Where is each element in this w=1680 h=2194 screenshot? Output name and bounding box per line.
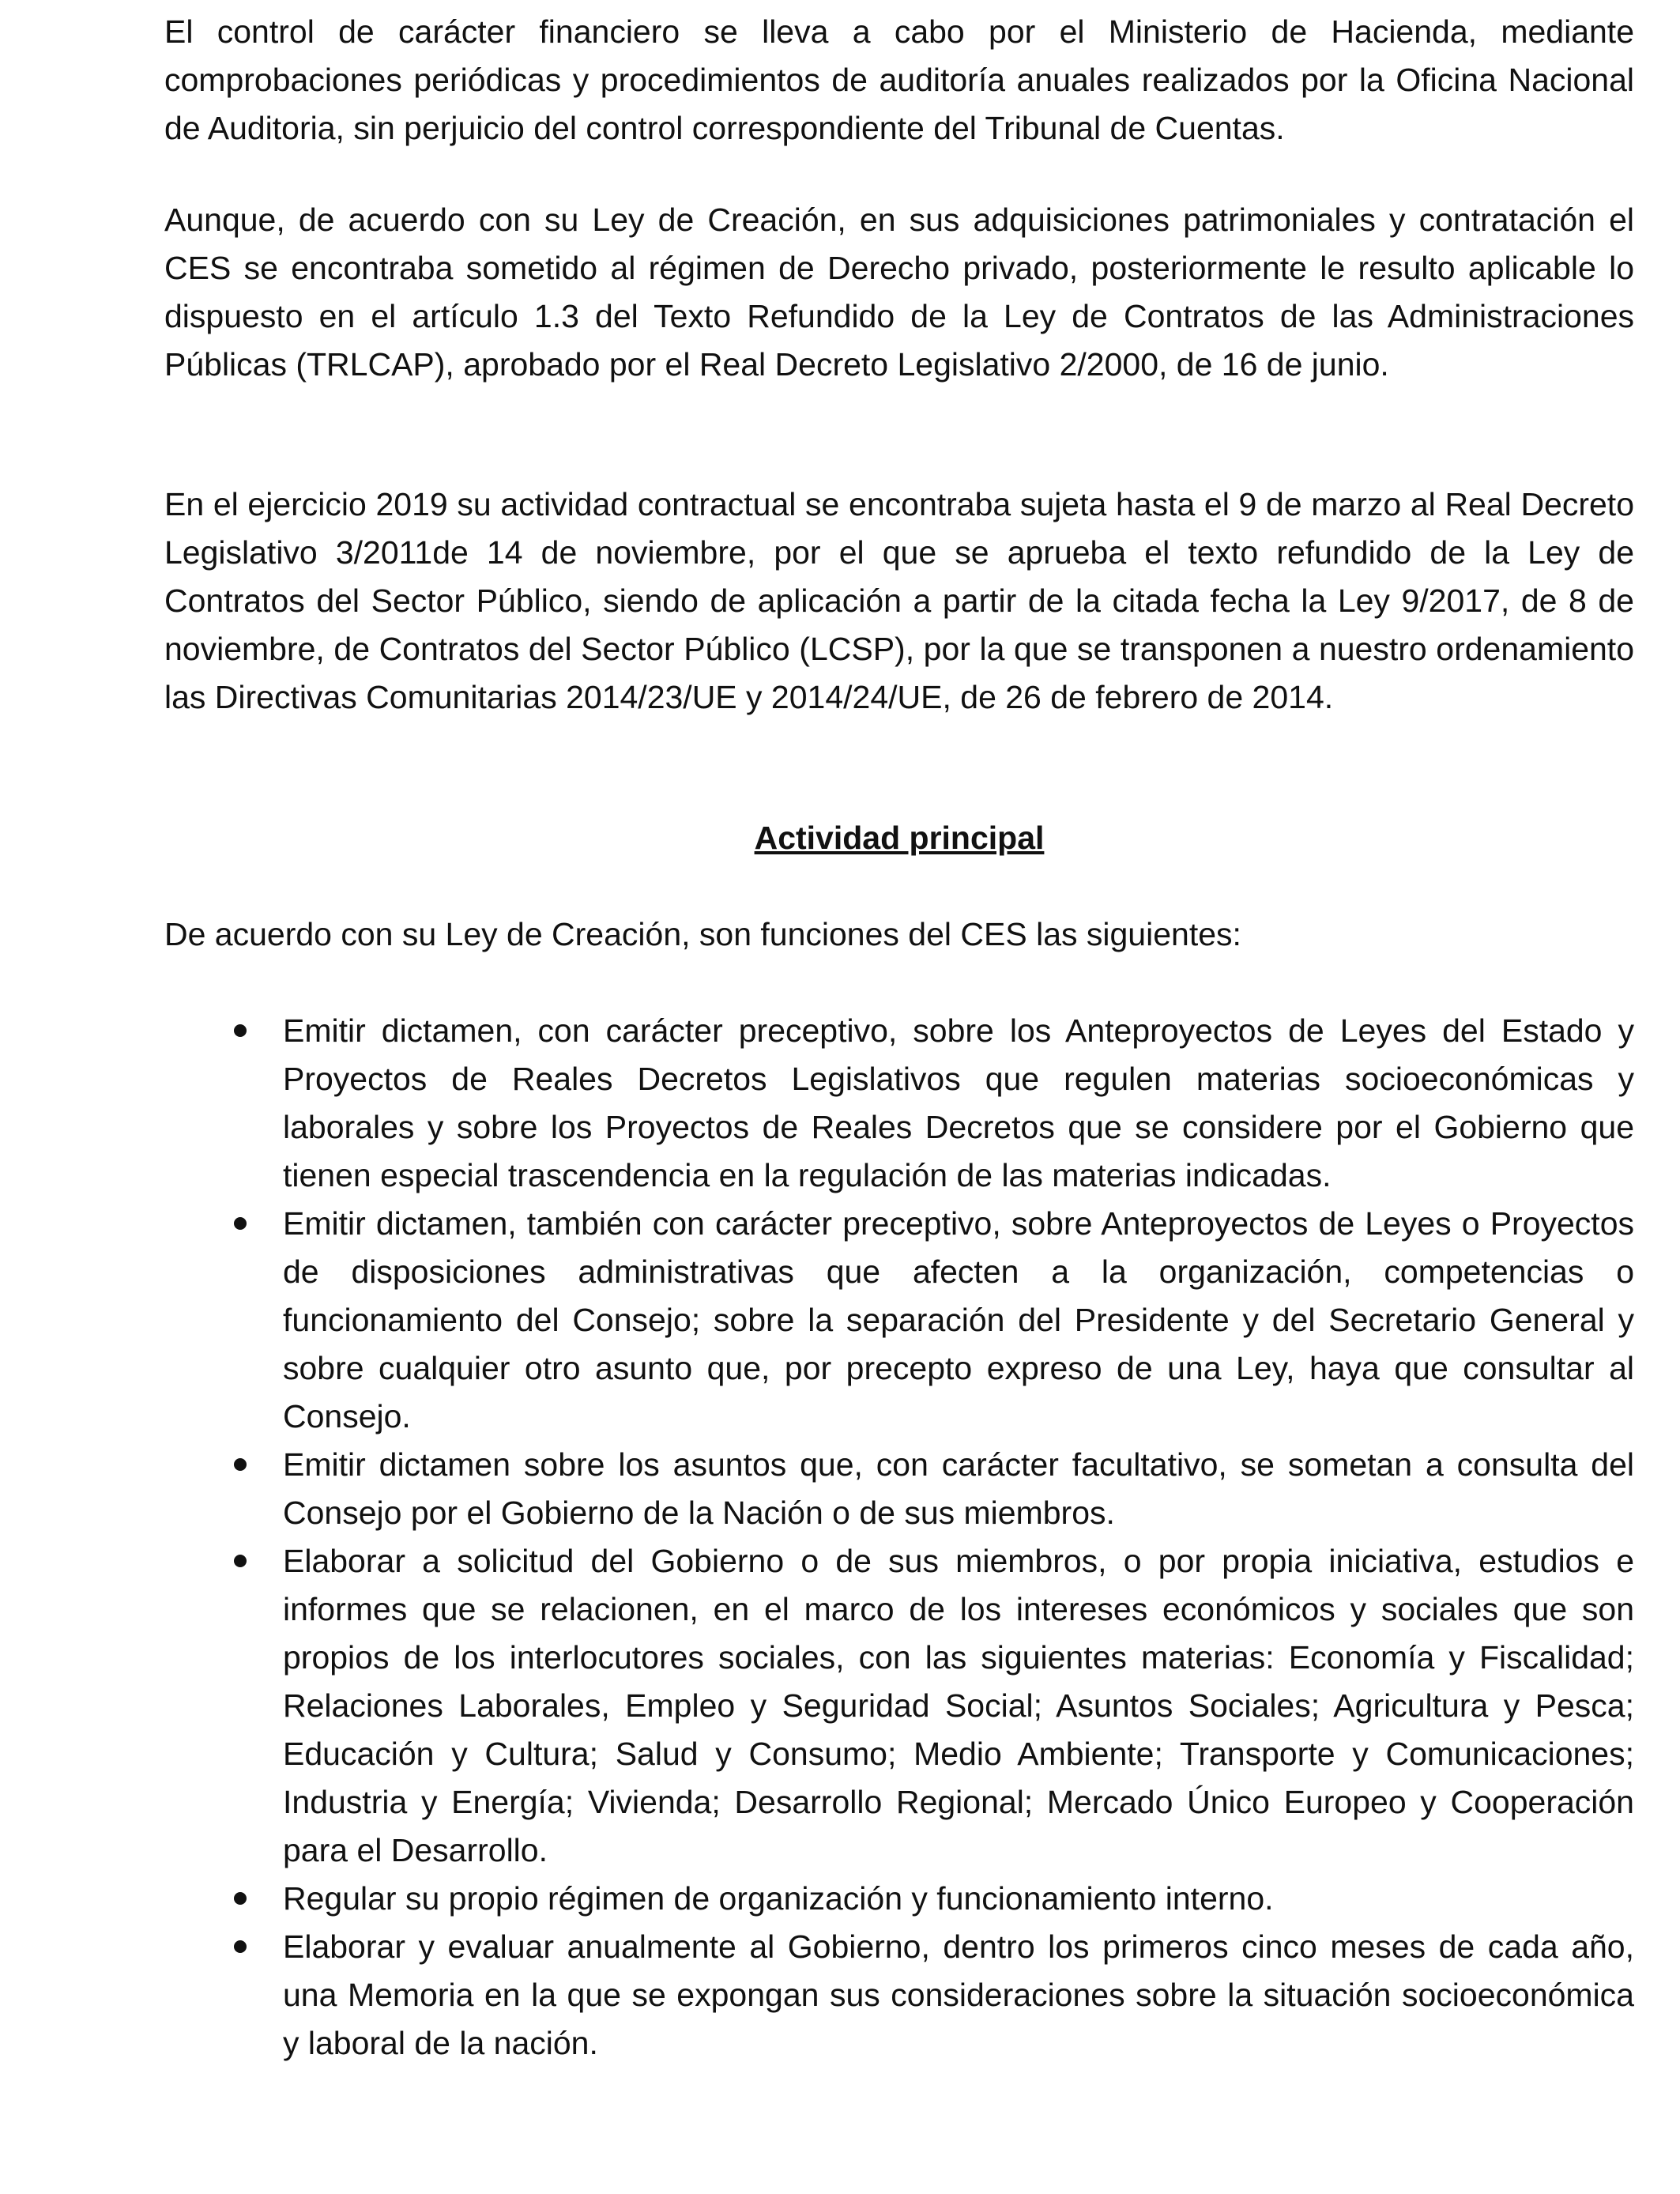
paragraph-2019-contract-activity: En el ejercicio 2019 su actividad contractual se encontraba sujeta hasta el 9 de marzo al Real Decreto Legislativo 3/2011de 14 de noviembre, por el que se aprueba el texto refundido de la Ley de Contratos del Sector Público, siendo de aplicación a partir de la citada fecha la Ley 9/2017, de 8 de noviembre, de Contratos del Sector Público (LCSP), por la que se transponen a nuestro ordenamiento las Directivas Comunitarias 2014/23/UE y 2014/24/UE, de 26 de febrero de 2014. bbox=[164, 486, 1634, 715]
list-item-text: Emitir dictamen, con carácter preceptivo, sobre los Anteproyectos de Leyes del Estado y Proyectos de Reales Decretos Legislativos que regulen materias socioeconómicas y laborales y sobre los Proyectos de Reales Decretos que se considere por el Gobierno que tienen especial trascendencia en la regulación de las materias indicadas. bbox=[283, 1012, 1634, 1193]
bullet-icon bbox=[234, 1555, 247, 1567]
bullet-icon bbox=[234, 1458, 247, 1471]
paragraph-financial-control: El control de carácter financiero se lleva a cabo por el Ministerio de Hacienda, mediante comprobaciones periódicas y procedimientos de auditoría anuales realizados por la Oficina Nacional de Auditoria, sin perjuicio del control correspondiente del Tribunal de Cuentas. bbox=[164, 13, 1634, 146]
list-item bbox=[164, 1441, 1634, 1537]
list-item-text: Emitir dictamen sobre los asuntos que, con carácter facultativo, se sometan a consulta del Consejo por el Gobierno de la Nación o de sus miembros. bbox=[283, 1446, 1634, 1531]
bullet-icon bbox=[234, 1024, 247, 1037]
list-item-text: Regular su propio régimen de organización y funcionamiento interno. bbox=[283, 1880, 1274, 1917]
list-item bbox=[164, 1537, 1634, 1875]
list-item bbox=[164, 1875, 1634, 1923]
bullet-icon bbox=[234, 1940, 247, 1953]
list-item bbox=[164, 1007, 1634, 1200]
intro-paragraph: De acuerdo con su Ley de Creación, son funciones del CES las siguientes: bbox=[164, 916, 1241, 952]
list-item bbox=[164, 1923, 1634, 2068]
list-item-text: Elaborar y evaluar anualmente al Gobierno, dentro los primeros cinco meses de cada año, una Memoria en la que se expongan sus consideraciones sobre la situación socioeconómica y laboral de la nación. bbox=[283, 1928, 1634, 2061]
paragraph-contracting-regime: Aunque, de acuerdo con su Ley de Creación, en sus adquisiciones patrimoniales y contratación el CES se encontraba sometido al régimen de Derecho privado, posteriormente le resulto aplicable lo dispuesto en el artículo 1.3 del Texto Refundido de la Ley de Contratos de las Administraciones Públicas (TRLCAP), aprobado por el Real Decreto Legislativo 2/2000, de 16 de junio. bbox=[164, 202, 1634, 383]
list-item-text: Elaborar a solicitud del Gobierno o de sus miembros, o por propia iniciativa, estudios e informes que se relacionen, en el marco de los intereses económicos y sociales que son propios de los interlocutores sociales, con las siguientes materias: Economía y Fiscalidad; Relaciones Laborales, Empleo y Seguridad Social; Asuntos Sociales; Agricultura y Pesca; Educación y Cultura; Salud y Consumo; Medio Ambiente; Transporte y Comunicaciones; Industria y Energía; Vivienda; Desarrollo Regional; Mercado Único Europeo y Cooperación para el Desarrollo. bbox=[283, 1543, 1634, 1868]
section-heading: Actividad principal bbox=[754, 820, 1045, 856]
functions-list bbox=[164, 1007, 1634, 2068]
bullet-icon bbox=[234, 1892, 247, 1905]
list-item-text: Emitir dictamen, también con carácter preceptivo, sobre Anteproyectos de Leyes o Proyectos de disposiciones administrativas que afecten a la organización, competencias o funcionamiento del Consejo; sobre la separación del Presidente y del Secretario General y sobre cualquier otro asunto que, por precepto expreso de una Ley, haya que consultar al Consejo. bbox=[283, 1205, 1634, 1434]
list-item bbox=[164, 1200, 1634, 1441]
bullet-icon bbox=[234, 1217, 247, 1230]
